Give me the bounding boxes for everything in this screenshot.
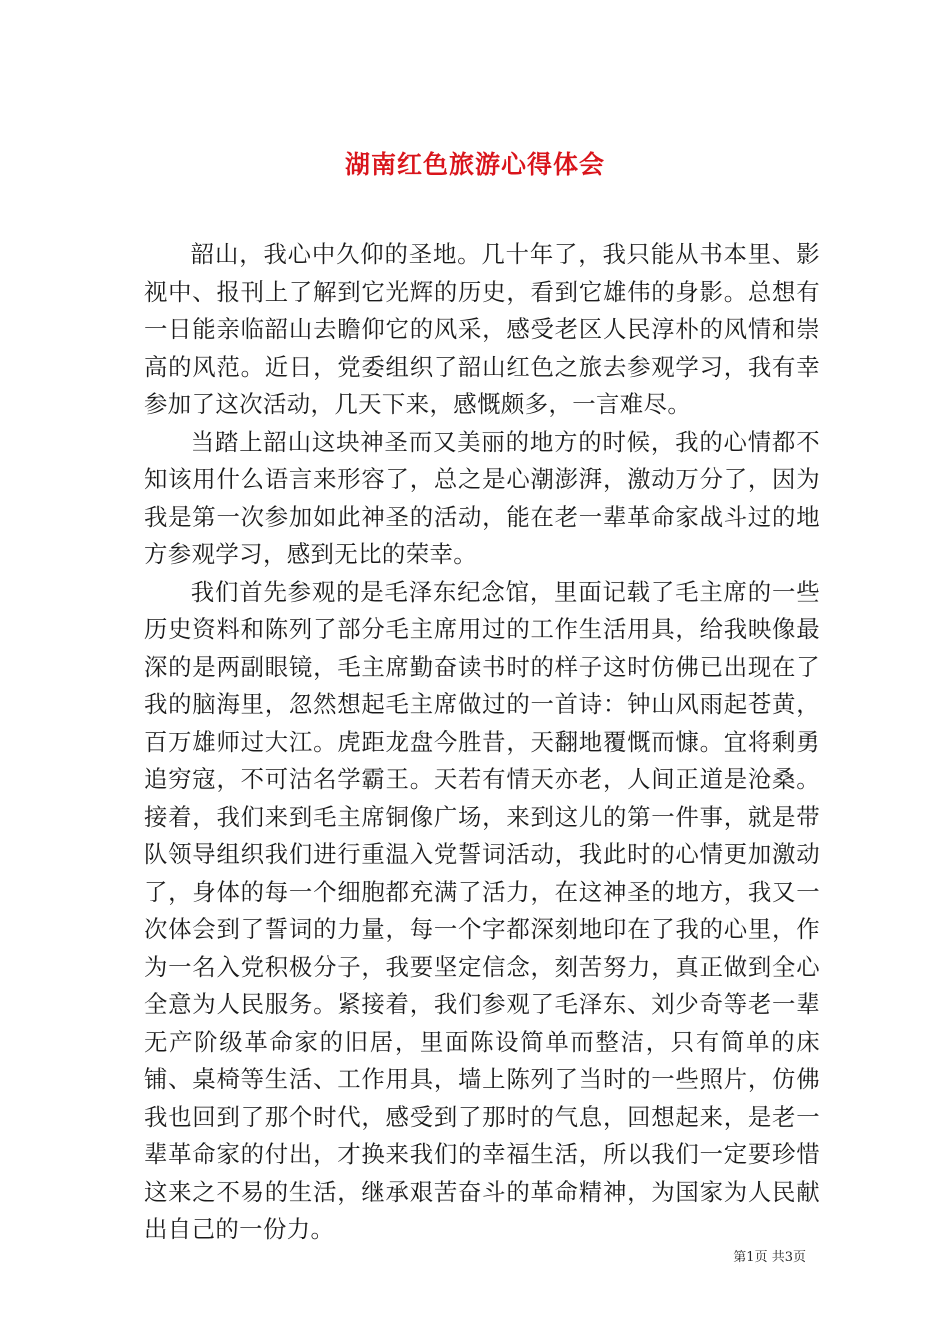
page-current: 1 [746,1250,755,1265]
page-prefix: 第 [733,1250,747,1265]
page-number-footer [733,1246,806,1265]
page-suffix: 页 [792,1250,806,1265]
document-body [144,236,820,1249]
page-total: 3 [784,1250,793,1265]
paragraph-1: 韶山，我心中久仰的圣地。几十年了，我只能从书本里、影视中、报刊上了解到它光辉的历史，看到它雄伟的身影。总想有一日能亲临韶山去瞻仰它的风采，感受老区人民淳朴的风情和崇高的风范。近日，党委组织了韶山红色之旅去参观学习，我有幸参加了这次活动，几天下来，感慨颇多，一言难尽。 [144,240,820,418]
page-middle: 页 共 [754,1250,785,1265]
document-title: 湖南红色旅游心得体会 [344,149,605,179]
paragraph-2: 当踏上韶山这块神圣而又美丽的地方的时候，我的心情都不知该用什么语言来形容了，总之是心潮澎湃，激动万分了，因为我是第一次参加如此神圣的活动，能在老一辈革命家战斗过的地方参观学习，感到无比的荣幸。 [144,427,820,568]
paragraph-3: 我们首先参观的是毛泽东纪念馆，里面记载了毛主席的一些历史资料和陈列了部分毛主席用过的工作生活用具，给我映像最深的是两副眼镜，毛主席勤奋读书时的样子这时仿佛已出现在了我的脑海里，忽然想起毛主席做过的一首诗：钟山风雨起苍黄，百万雄师过大江。虎距龙盘今胜昔，天翻地覆慨而慷。宜将剩勇追穷寇，不可沽名学霸王。天若有情天亦老，人间正道是沧桑。接着，我们来到毛主席铜像广场，来到这儿的第一件事，就是带队领导组织我们进行重温入党誓词活动，我此时的心情更加激动了，身体的每一个细胞都充满了活力，在这神圣的地方，我又一次体会到了誓词的力量，每一个字都深刻地印在了我的心里，作为一名入党积极分子，我要坚定信念，刻苦努力，真正做到全心全意为人民服务。紧接着，我们参观了毛泽东、刘少奇等老一辈无产阶级革命家的旧居，里面陈设简单而整洁，只有简单的床铺、桌椅等生活、工作用具，墙上陈列了当时的一些照片，仿佛我也回到了那个时代，感受到了那时的气息，回想起来，是老一辈革命家的付出，才换来我们的幸福生活，所以我们一定要珍惜这来之不易的生活，继承艰苦奋斗的革命精神，为国家为人民献出自己的一份力。 [144,577,820,1243]
